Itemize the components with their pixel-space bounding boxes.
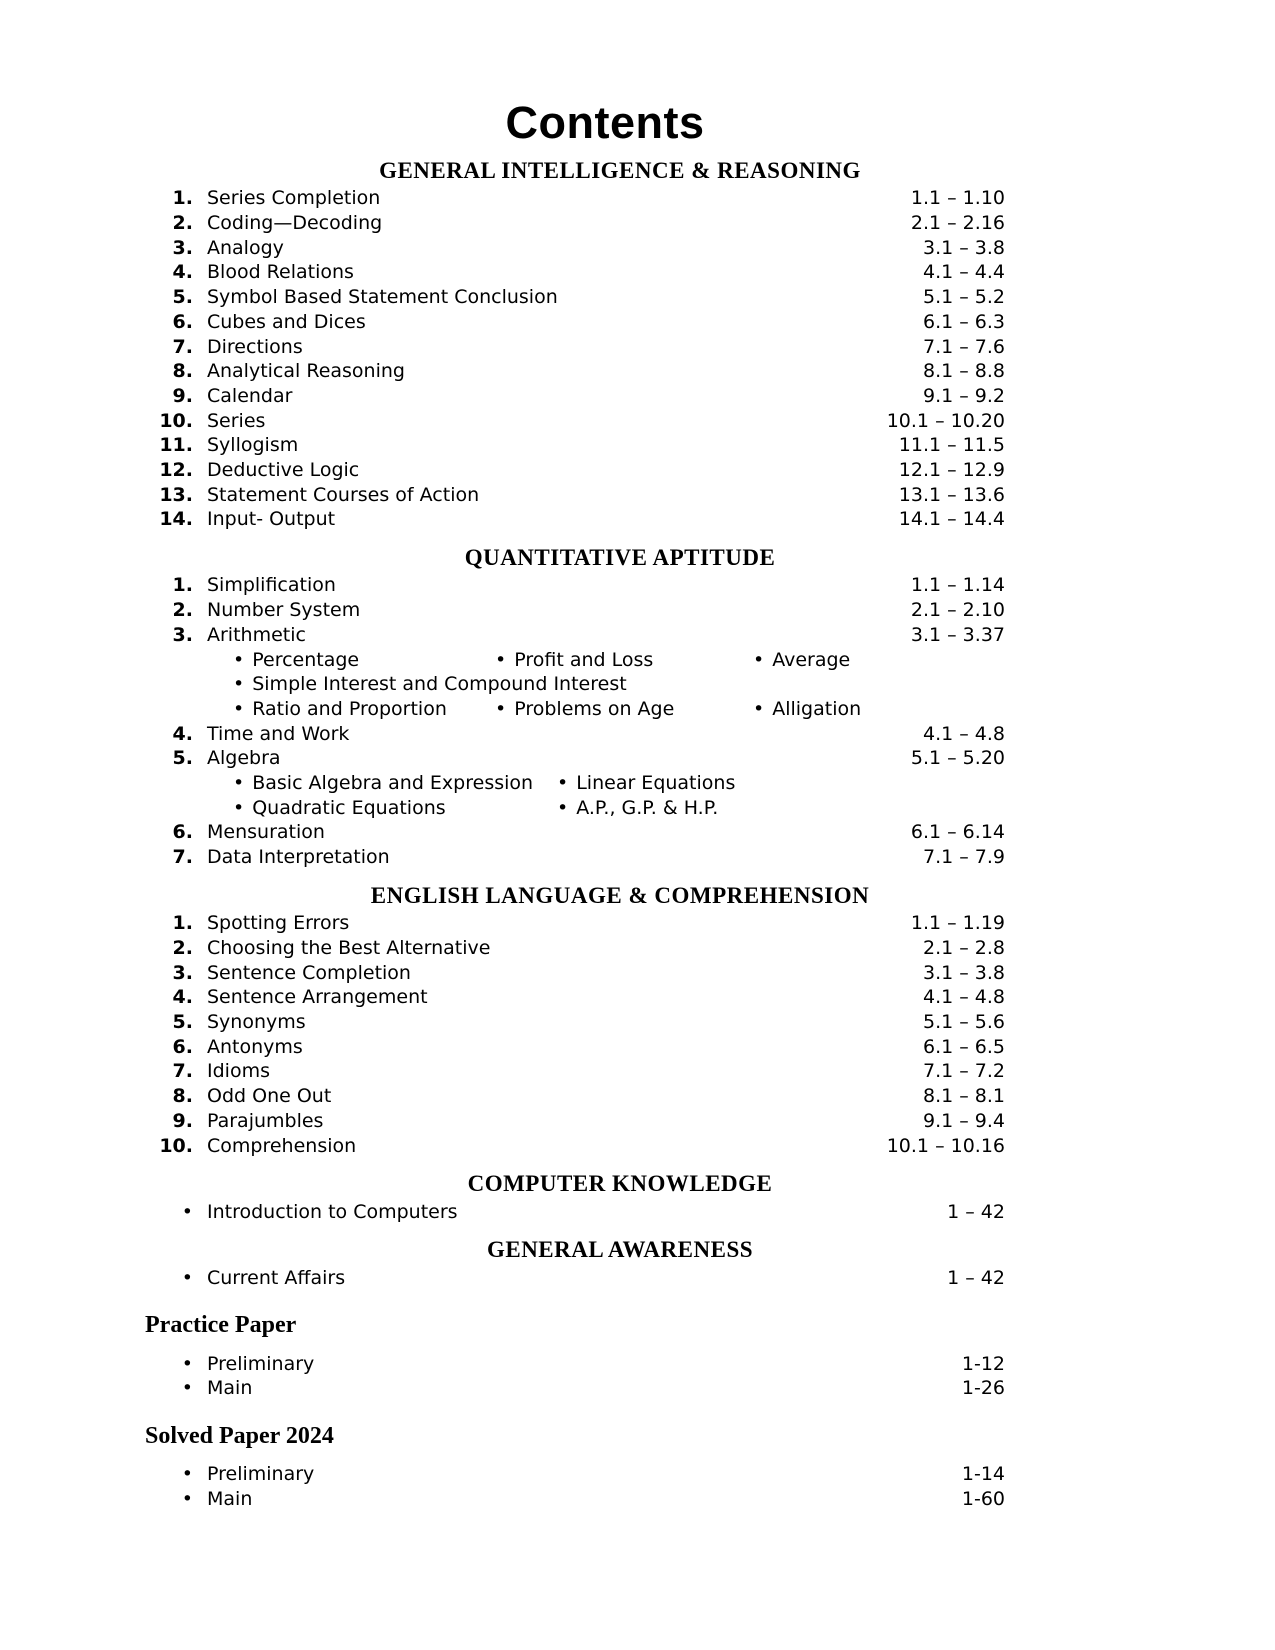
sub-topic-label: Percentage: [252, 648, 360, 671]
bullet-icon: •: [233, 673, 245, 696]
entry-title: Synonyms: [207, 1010, 306, 1033]
bullet-icon: •: [233, 772, 245, 795]
toc-section: [145, 158, 1005, 532]
toc-section: [145, 1237, 1005, 1290]
bullet-icon: •: [233, 697, 245, 720]
entry-pages: 10.1 – 10.20: [886, 409, 1005, 432]
toc-entry: [145, 1134, 1005, 1159]
entry-number: 13.: [159, 483, 193, 506]
entry-number: 7.: [172, 1060, 193, 1083]
section-heading: Practice Paper: [145, 1312, 297, 1339]
bullet-icon: •: [753, 697, 765, 720]
bullet-icon: •: [753, 648, 765, 671]
entry-title: Syllogism: [207, 434, 299, 457]
toc-entry: [145, 1376, 1005, 1401]
sub-topic: [495, 697, 753, 722]
section-items: [145, 573, 1005, 869]
sub-topic-label: Ratio and Proportion: [252, 697, 447, 720]
entry-number: 5.: [172, 286, 193, 309]
sub-topic: [495, 648, 753, 673]
entry-pages: 9.1 – 9.2: [922, 384, 1005, 407]
entry-number: 11.: [159, 434, 193, 457]
sub-topic: [233, 697, 495, 722]
toc-entry: [145, 359, 1005, 384]
sub-topic-label: Simple Interest and Compound Interest: [252, 673, 627, 696]
bullet-icon: •: [557, 772, 569, 795]
entry-number: 5.: [172, 747, 193, 770]
entry-number: 3.: [172, 623, 193, 646]
entry-title: Comprehension: [207, 1134, 357, 1157]
sub-topic-label: Profit and Loss: [514, 648, 654, 671]
section-items: [145, 1200, 1005, 1225]
entry-title: Sentence Arrangement: [207, 986, 428, 1009]
toc-entry: [145, 722, 1005, 747]
entry-title: Arithmetic: [207, 623, 306, 646]
entry-pages: 5.1 – 5.6: [922, 1010, 1005, 1033]
entry-title: Series: [207, 409, 266, 432]
entry-title: Preliminary: [207, 1463, 315, 1486]
entry-number: 4.: [172, 986, 193, 1009]
entry-pages: 13.1 – 13.6: [898, 483, 1005, 506]
toc-entry: [145, 285, 1005, 310]
toc-sections: [145, 158, 1005, 1512]
entry-title: Algebra: [207, 747, 281, 770]
entry-number: 10.: [159, 1134, 193, 1157]
bullet-icon: •: [181, 1488, 193, 1511]
entry-title: Introduction to Computers: [207, 1200, 458, 1223]
entry-number: 7.: [172, 335, 193, 358]
entry-pages: 1-60: [961, 1488, 1005, 1511]
toc-entry: [145, 211, 1005, 236]
sub-topic-label: A.P., G.P. & H.P.: [576, 796, 719, 819]
entry-number: 1.: [172, 574, 193, 597]
section-heading: Solved Paper 2024: [145, 1423, 334, 1449]
entry-number: 6.: [172, 821, 193, 844]
sub-topic-label: Alligation: [772, 697, 862, 720]
section-items: [145, 911, 1005, 1158]
bullet-icon: •: [181, 1200, 193, 1223]
entry-pages: 1.1 – 1.10: [910, 187, 1005, 210]
sub-topics-row: [233, 697, 1005, 722]
section-heading: GENERAL INTELLIGENCE & REASONING: [379, 158, 861, 183]
entry-pages: 6.1 – 6.3: [922, 310, 1005, 333]
sub-topic: [233, 796, 557, 821]
toc-entry: [145, 1035, 1005, 1060]
toc-entry: [145, 483, 1005, 508]
entry-pages: 3.1 – 3.8: [922, 236, 1005, 259]
entry-title: Deductive Logic: [207, 459, 360, 482]
sub-topics-row: [233, 648, 1005, 673]
toc-section: [145, 1171, 1005, 1224]
bullet-icon: •: [557, 796, 569, 819]
entry-pages: 12.1 – 12.9: [898, 459, 1005, 482]
entry-title: Simplification: [207, 574, 336, 597]
entry-title: Series Completion: [207, 187, 381, 210]
toc-entry: [145, 1109, 1005, 1134]
section-items: [145, 1352, 1005, 1401]
entry-number: 6.: [172, 310, 193, 333]
sub-topic-label: Problems on Age: [514, 697, 675, 720]
toc-entry: [145, 433, 1005, 458]
toc-entry: [145, 936, 1005, 961]
toc-section: [145, 545, 1005, 870]
bullet-icon: •: [181, 1377, 193, 1400]
entry-title: Data Interpretation: [207, 846, 390, 869]
bullet-icon: •: [233, 648, 245, 671]
toc-entry: [145, 384, 1005, 409]
bullet-icon: •: [181, 1352, 193, 1375]
entry-number: 3.: [172, 961, 193, 984]
toc-entry: [145, 1266, 1005, 1291]
entry-title: Idioms: [207, 1060, 270, 1083]
entry-pages: 3.1 – 3.8: [922, 961, 1005, 984]
toc-entry: [145, 1352, 1005, 1377]
entry-number: 8.: [172, 1085, 193, 1108]
section-items: [145, 186, 1005, 532]
entry-number: 6.: [172, 1035, 193, 1058]
entry-number: 3.: [172, 236, 193, 259]
entry-pages: 7.1 – 7.6: [922, 335, 1005, 358]
sub-topic: [233, 672, 627, 697]
toc-entry: [145, 573, 1005, 598]
entry-number: 1.: [172, 912, 193, 935]
toc-entry: [145, 598, 1005, 623]
entry-title: Antonyms: [207, 1035, 303, 1058]
toc-entry: [145, 911, 1005, 936]
entry-pages: 1 – 42: [947, 1266, 1005, 1289]
entry-pages: 9.1 – 9.4: [922, 1109, 1005, 1132]
entry-title: Statement Courses of Action: [207, 483, 480, 506]
section-items: [145, 1462, 1005, 1511]
sub-topic: [557, 771, 735, 796]
entry-title: Coding—Decoding: [207, 212, 383, 234]
section-heading: GENERAL AWARENESS: [486, 1237, 754, 1263]
entry-pages: 4.1 – 4.8: [922, 722, 1005, 745]
sub-topics-row: [233, 796, 1005, 821]
entry-pages: 1.1 – 1.14: [910, 574, 1005, 597]
entry-number: 12.: [159, 459, 193, 482]
entry-pages: 14.1 – 14.4: [898, 508, 1005, 531]
sub-topic-label: Average: [772, 648, 851, 671]
sub-topic: [753, 697, 861, 722]
section-items: [145, 1266, 1005, 1291]
sub-topic-label: Linear Equations: [576, 772, 736, 795]
entry-title: Calendar: [207, 384, 293, 407]
toc-entry: [145, 1462, 1005, 1487]
entry-pages: 5.1 – 5.2: [922, 286, 1005, 309]
entry-pages: 1-14: [961, 1463, 1005, 1486]
page-title: Contents: [505, 97, 705, 148]
entry-pages: 1 – 42: [947, 1200, 1005, 1223]
bullet-icon: •: [181, 1463, 193, 1486]
entry-number: 2.: [172, 936, 193, 959]
toc-section: [145, 1312, 1005, 1401]
entry-pages: 2.1 – 2.10: [910, 599, 1005, 622]
entry-number: 10.: [159, 409, 193, 432]
entry-number: 9.: [172, 384, 193, 407]
entry-title: Directions: [207, 335, 303, 358]
bullet-icon: •: [181, 1266, 193, 1289]
toc-entry: [145, 335, 1005, 360]
sub-topic-label: Basic Algebra and Expression: [252, 772, 534, 795]
entry-pages: 6.1 – 6.5: [922, 1035, 1005, 1058]
sub-topic-label: Quadratic Equations: [252, 796, 446, 819]
toc-section: [145, 883, 1005, 1158]
entry-title: Input- Output: [207, 508, 336, 531]
entry-title: Blood Relations: [207, 261, 354, 284]
entry-title: Main: [207, 1377, 253, 1400]
entry-number: 1.: [172, 187, 193, 210]
entry-pages: 3.1 – 3.37: [910, 623, 1005, 646]
bullet-icon: •: [233, 796, 245, 819]
toc-entry: [145, 310, 1005, 335]
entry-title: Current Affairs: [207, 1266, 346, 1289]
entry-number: 14.: [159, 508, 193, 531]
toc-entry: [145, 746, 1005, 771]
entry-title: Spotting Errors: [207, 912, 350, 935]
entry-title: Sentence Completion: [207, 961, 411, 984]
entry-number: 7.: [172, 846, 193, 869]
entry-pages: 4.1 – 4.8: [922, 986, 1005, 1009]
entry-pages: 6.1 – 6.14: [910, 821, 1005, 844]
sub-topics-row: [233, 771, 1005, 796]
section-heading: QUANTITATIVE APTITUDE: [464, 545, 776, 571]
entry-pages: 7.1 – 7.9: [922, 846, 1005, 869]
entry-pages: 8.1 – 8.8: [922, 360, 1005, 383]
toc-entry: [145, 236, 1005, 261]
section-heading: ENGLISH LANGUAGE & COMPREHENSION: [370, 882, 870, 908]
entry-number: 9.: [172, 1109, 193, 1132]
entry-pages: 8.1 – 8.1: [922, 1085, 1005, 1108]
entry-pages: 1-26: [961, 1377, 1005, 1400]
bullet-icon: •: [495, 648, 507, 671]
entry-pages: 1-12: [961, 1352, 1005, 1375]
entry-pages: 10.1 – 10.16: [886, 1134, 1005, 1157]
sub-topic: [233, 648, 495, 673]
toc-entry: [145, 409, 1005, 434]
entry-number: 8.: [172, 360, 193, 383]
toc-entry: [145, 1010, 1005, 1035]
toc-entry: [145, 1084, 1005, 1109]
entry-pages: 4.1 – 4.4: [922, 261, 1005, 284]
sub-topic: [233, 771, 557, 796]
entry-pages: 7.1 – 7.2: [922, 1060, 1005, 1083]
entry-title: Main: [207, 1488, 253, 1511]
toc-entry: [145, 507, 1005, 532]
entry-number: 4.: [172, 722, 193, 745]
section-heading: COMPUTER KNOWLEDGE: [467, 1171, 773, 1197]
entry-title: Time and Work: [207, 722, 350, 745]
entry-pages: 11.1 – 11.5: [898, 434, 1005, 457]
sub-topics-row: [233, 672, 1005, 697]
toc-entry: [145, 458, 1005, 483]
entry-pages: 1.1 – 1.19: [910, 912, 1005, 935]
sub-topic: [557, 796, 718, 821]
entry-pages: 2.1 – 2.8: [922, 936, 1005, 959]
toc-entry: [145, 260, 1005, 285]
entry-title: Number System: [207, 599, 361, 622]
entry-number: 4.: [172, 261, 193, 284]
entry-title: Cubes and Dices: [207, 310, 366, 333]
toc-entry: [145, 820, 1005, 845]
toc-entry: [145, 845, 1005, 870]
entry-title: Mensuration: [207, 821, 325, 844]
entry-number: 2.: [172, 212, 193, 234]
entry-number: 2.: [172, 599, 193, 622]
entry-title: Symbol Based Statement Conclusion: [207, 286, 558, 309]
toc-entry: [145, 1059, 1005, 1084]
bullet-icon: •: [495, 697, 507, 720]
toc-entry: [145, 623, 1005, 648]
entry-pages: 2.1 – 2.16: [910, 212, 1005, 234]
entry-title: Parajumbles: [207, 1109, 324, 1132]
toc-entry: [145, 961, 1005, 986]
entry-title: Odd One Out: [207, 1085, 332, 1108]
toc-entry: [145, 186, 1005, 211]
toc-entry: [145, 1487, 1005, 1512]
toc-entry: [145, 985, 1005, 1010]
entry-title: Analogy: [207, 236, 284, 259]
entry-title: Preliminary: [207, 1352, 315, 1375]
toc-entry: [145, 1200, 1005, 1225]
toc-section: [145, 1423, 1005, 1512]
entry-number: 5.: [172, 1010, 193, 1033]
entry-title: Analytical Reasoning: [207, 360, 405, 383]
entry-pages: 5.1 – 5.20: [910, 747, 1005, 770]
entry-title: Choosing the Best Alternative: [207, 936, 491, 959]
sub-topic: [753, 648, 850, 673]
